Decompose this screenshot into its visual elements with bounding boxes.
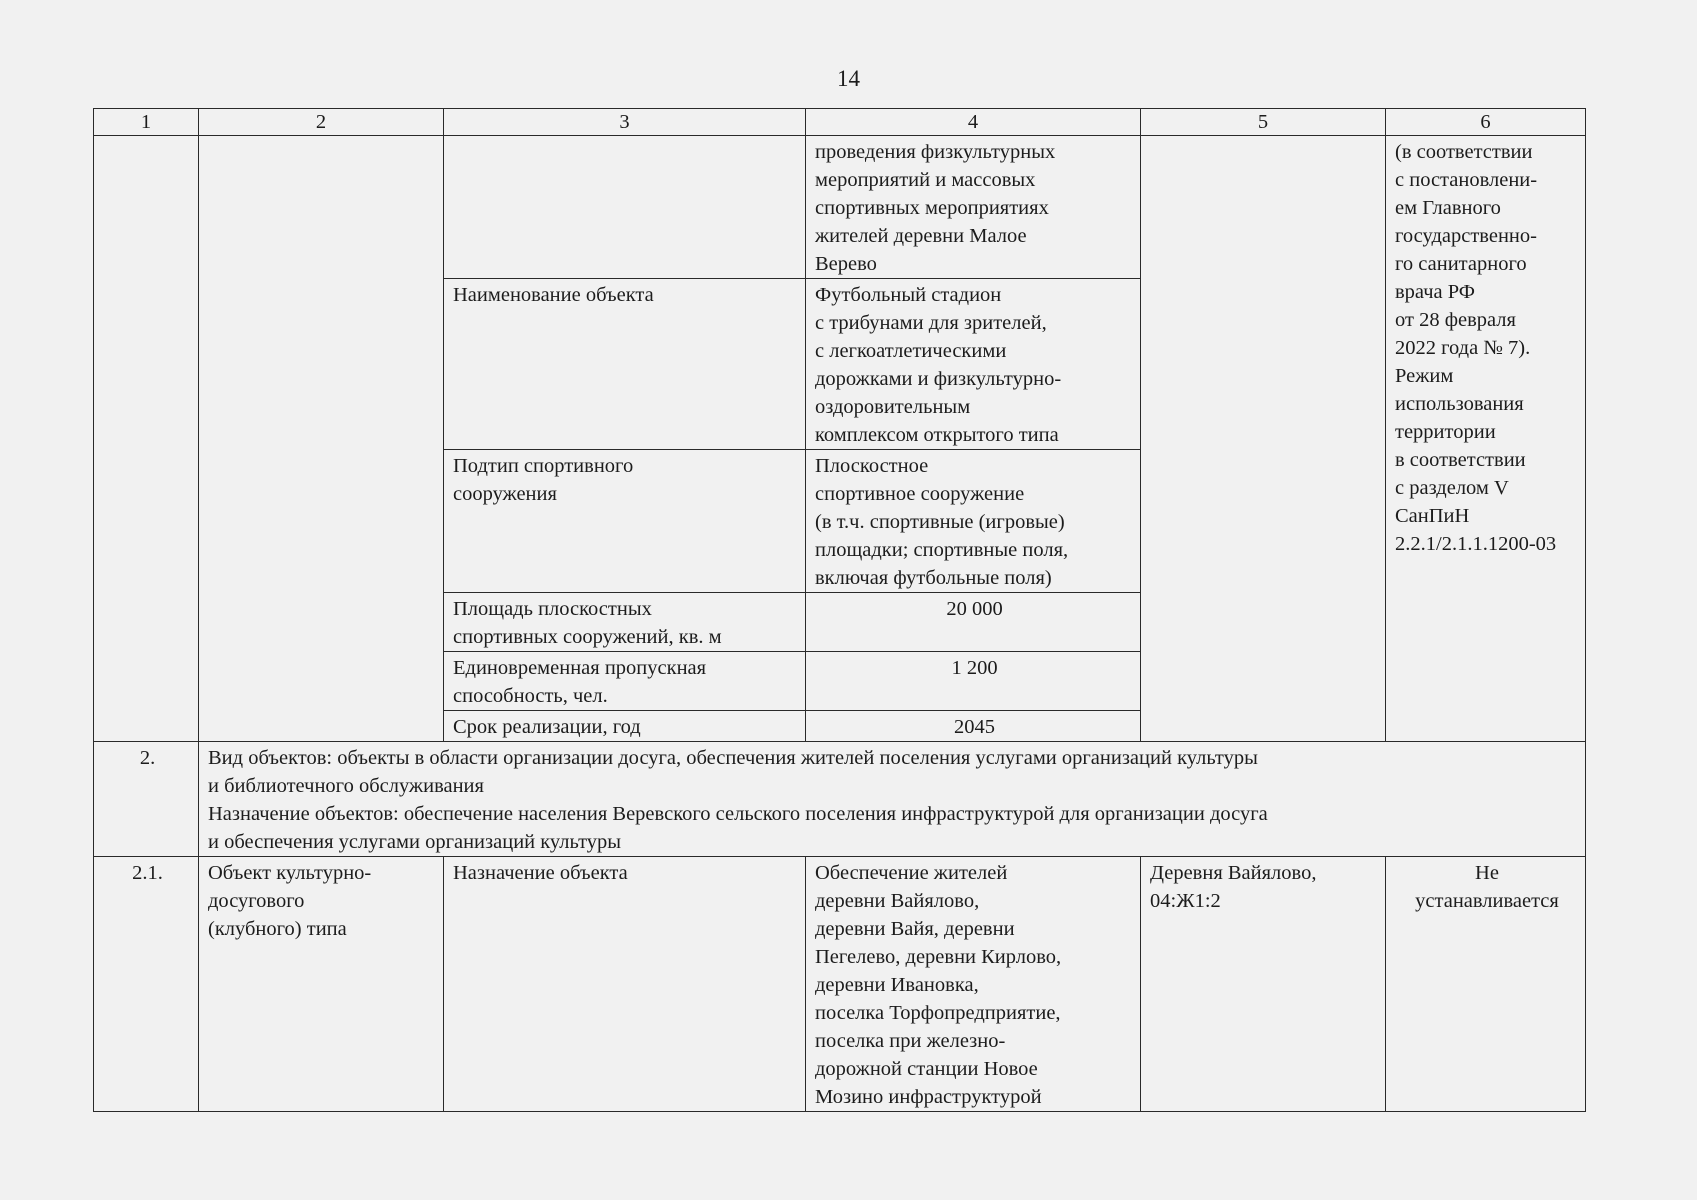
param-value-cell: Обеспечение жителей деревни Вайялово, деревни Вайя, деревни Пегелево, деревни Кирлово, деревни Ивановка, поселка Торфопредприятие, поселка при железно- дорожной станции Новое Мозино инфраструктурой xyxy=(806,857,1141,1112)
row-number-cell: 2.1. xyxy=(94,857,199,1112)
param-value-cell: Плоскостное спортивное сооружение (в т.ч. спортивные (игровые) площадки; спортивные поля, включая футбольные поля) xyxy=(806,450,1141,593)
location-cell: Деревня Вайялово, 04:Ж1:2 xyxy=(1141,857,1386,1112)
page-number: 14 xyxy=(837,66,860,91)
param-label-cell: Подтип спортивного сооружения xyxy=(444,450,806,593)
param-label-cell: Срок реализации, год xyxy=(444,711,806,742)
location-cell-empty xyxy=(1141,136,1386,742)
number-cell-empty xyxy=(94,136,199,742)
header-cell-6: 6 xyxy=(1386,109,1586,136)
table-row xyxy=(94,136,1586,279)
zone-characteristics-cell: (в соответствии с постановлени- ем Главного государственно- го санитарного врача РФ от 28 февраля 2022 года № 7). Режим использования территории в соответствии с разделом V СанПиН 2.2.1/2.1.1.1200-03 xyxy=(1386,136,1586,742)
param-value-cell: 20 000 xyxy=(806,593,1141,652)
header-cell-4: 4 xyxy=(806,109,1141,136)
header-cell-2: 2 xyxy=(199,109,444,136)
section-number-cell: 2. xyxy=(94,742,199,857)
param-value-cell: Футбольный стадион с трибунами для зрителей, с легкоатлетическими дорожками и физкультурно- оздоровительным комплексом открытого типа xyxy=(806,279,1141,450)
param-label-cell: Единовременная пропускная способность, чел. xyxy=(444,652,806,711)
param-label-cell: Наименование объекта xyxy=(444,279,806,450)
object-name-cell: Объект культурно- досугового (клубного) типа xyxy=(199,857,444,1112)
header-cell-1: 1 xyxy=(94,109,199,136)
param-label-cell: Назначение объекта xyxy=(444,857,806,1112)
param-value-cell: 1 200 xyxy=(806,652,1141,711)
table-header-row xyxy=(94,109,1586,136)
purpose-text-cell: проведения физкультурных мероприятий и массовых спортивных мероприятиях жителей деревни Малое Верево xyxy=(806,136,1141,279)
header-cell-5: 5 xyxy=(1141,109,1386,136)
header-cell-3: 3 xyxy=(444,109,806,136)
param-label-cell: Площадь плоскостных спортивных сооружений, кв. м xyxy=(444,593,806,652)
section-row xyxy=(94,742,1586,857)
zone-characteristics-cell: Не устанавливается xyxy=(1386,857,1586,1112)
planning-table xyxy=(93,108,1586,1112)
object-cell-empty xyxy=(199,136,444,742)
section-description-cell: Вид объектов: объекты в области организации досуга, обеспечения жителей поселения услугами организаций культуры и библиотечного обслуживания Назначение объектов: обеспечение населения Веревского сельского поселения инфраструктурой для организации досуга и обеспечения услугами организаций культуры xyxy=(199,742,1586,857)
param-cell-empty xyxy=(444,136,806,279)
table-row xyxy=(94,857,1586,1112)
param-value-cell: 2045 xyxy=(806,711,1141,742)
